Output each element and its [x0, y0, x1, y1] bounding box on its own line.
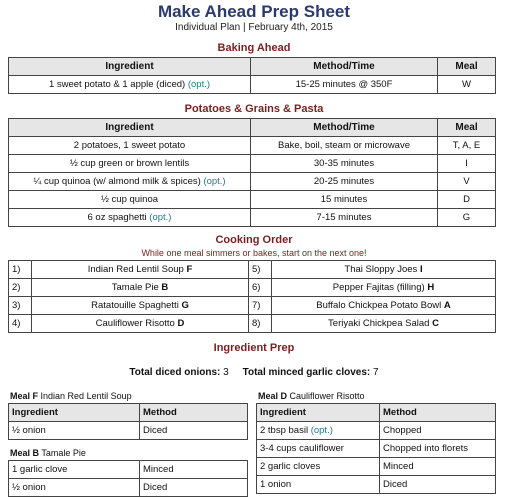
garlic-value: 7 [373, 367, 379, 378]
order-number: 1) [9, 261, 32, 279]
meal-code: D [177, 318, 185, 329]
meal-f-heading [10, 391, 132, 401]
meal-code: B [161, 282, 169, 293]
table-row [257, 476, 496, 494]
optional-tag: (opt.) [310, 425, 333, 436]
meal-code: A [443, 300, 451, 311]
page-title: Make Ahead Prep Sheet [157, 2, 351, 21]
onions-value: 3 [223, 367, 229, 378]
table-header-row [9, 119, 496, 137]
table-row [9, 479, 248, 497]
order-meal [272, 261, 496, 279]
meal-f-table [8, 403, 248, 440]
col-method: Method [380, 404, 496, 422]
order-number: 2) [9, 279, 32, 297]
method-cell: Bake, boil, steam or microwave [251, 137, 438, 155]
page-subtitle: Individual Plan | February 4th, 2015 [175, 22, 333, 33]
meal-cell: W [438, 76, 496, 94]
table-header-row [257, 404, 496, 422]
meal-code: H [427, 282, 435, 293]
table-row [9, 191, 496, 209]
table-row [9, 137, 496, 155]
meal-cell: V [438, 173, 496, 191]
col-method: Method [140, 404, 248, 422]
method-cell: Chopped [380, 422, 496, 440]
method-cell: Diced [140, 479, 248, 497]
order-meal [32, 297, 249, 315]
order-meal [32, 315, 249, 333]
baking-table [8, 57, 496, 94]
order-number: 6) [249, 279, 272, 297]
meal-cell: T, A, E [438, 137, 496, 155]
meal-name: Tamale Pie [111, 282, 159, 293]
meal-code: C [432, 318, 439, 329]
table-row [9, 209, 496, 227]
baking-heading: Baking Ahead [217, 42, 291, 54]
ingredient-text: 2 tbsp basil [260, 425, 309, 436]
method-cell: 7-15 minutes [251, 209, 438, 227]
meal-d-heading [258, 391, 365, 401]
ingredient-cell: ½ onion [9, 422, 140, 440]
col-ingredient: Ingredient [9, 119, 251, 137]
order-meal [272, 279, 496, 297]
meal-cell: G [438, 209, 496, 227]
optional-tag: (opt.) [187, 79, 211, 90]
method-cell: Minced [140, 461, 248, 479]
table-header-row [9, 58, 496, 76]
meal-name: Teriyaki Chickpea Salad [328, 318, 430, 329]
meal-b-table [8, 460, 248, 497]
ingredient-cell: ½ cup green or brown lentils [9, 155, 251, 173]
order-meal [32, 279, 249, 297]
order-meal [272, 297, 496, 315]
order-number: 5) [249, 261, 272, 279]
meal-name: Thai Sloppy Joes [344, 264, 418, 275]
col-ingredient: Ingredient [9, 404, 140, 422]
meal-d-table [256, 403, 496, 494]
table-row [9, 279, 496, 297]
optional-tag: (opt.) [203, 176, 226, 187]
col-method: Method/Time [251, 58, 438, 76]
meal-name: Tamale Pie [41, 448, 86, 458]
meal-code: Meal D [258, 391, 288, 401]
meal-name: Cauliflower Risotto [95, 318, 175, 329]
method-cell: 30-35 minutes [251, 155, 438, 173]
ingredient-cell [9, 173, 251, 191]
meal-code: F [186, 264, 193, 275]
method-cell: 15-25 minutes @ 350F [251, 76, 438, 94]
ingredient-cell: ½ onion [9, 479, 140, 497]
meal-name: Indian Red Lentil Soup [40, 391, 132, 401]
ingredient-text: 1 sweet potato & 1 apple (diced) [48, 79, 186, 90]
table-row [9, 261, 496, 279]
col-meal: Meal [438, 58, 496, 76]
cooking-order-table [8, 260, 496, 333]
order-number: 8) [249, 315, 272, 333]
meal-b-heading [10, 448, 86, 458]
col-method: Method/Time [251, 119, 438, 137]
potatoes-heading: Potatoes & Grains & Pasta [184, 103, 324, 115]
meal-name: Ratatouille Spaghetti [91, 300, 179, 311]
col-meal: Meal [438, 119, 496, 137]
meal-cell: D [438, 191, 496, 209]
ingredient-text: 6 oz spaghetti [87, 212, 147, 223]
table-row [9, 76, 496, 94]
order-meal [272, 315, 496, 333]
table-row [9, 155, 496, 173]
meal-code: Meal B [10, 448, 40, 458]
method-cell: 20-25 minutes [251, 173, 438, 191]
meal-cell: I [438, 155, 496, 173]
table-row [9, 422, 248, 440]
ingredient-cell [9, 76, 251, 94]
potatoes-table [8, 118, 496, 227]
meal-code: G [181, 300, 189, 311]
ingredient-cell: 1 garlic clove [9, 461, 140, 479]
meal-name: Pepper Fajitas (filling) [332, 282, 425, 293]
prep-heading: Ingredient Prep [213, 342, 295, 354]
ingredient-text: ¼ cup quinoa (w/ almond milk & spices) [33, 176, 201, 187]
cooking-note: While one meal simmers or bakes, start on the next one! [141, 248, 367, 258]
order-number: 3) [9, 297, 32, 315]
optional-tag: (opt.) [149, 212, 172, 223]
col-ingredient: Ingredient [257, 404, 380, 422]
ingredient-cell [257, 422, 380, 440]
meal-name: Cauliflower Risotto [289, 391, 365, 401]
table-row [9, 315, 496, 333]
meal-name: Buffalo Chickpea Potato Bowl [316, 300, 442, 311]
table-row [257, 422, 496, 440]
order-number: 4) [9, 315, 32, 333]
ingredient-cell [9, 209, 251, 227]
meal-code: I [419, 264, 423, 275]
col-ingredient: Ingredient [9, 58, 251, 76]
cooking-heading: Cooking Order [215, 234, 293, 246]
method-cell: Diced [380, 476, 496, 494]
table-row [257, 458, 496, 476]
order-number: 7) [249, 297, 272, 315]
ingredient-cell: 1 onion [257, 476, 380, 494]
method-cell: Diced [140, 422, 248, 440]
table-row [9, 173, 496, 191]
ingredient-cell: 3-4 cups cauliflower [257, 440, 380, 458]
meal-name: Indian Red Lentil Soup [87, 264, 184, 275]
method-cell: 15 minutes [251, 191, 438, 209]
method-cell: Minced [380, 458, 496, 476]
table-row [9, 461, 248, 479]
ingredient-cell: ½ cup quinoa [9, 191, 251, 209]
garlic-label: Total minced garlic cloves: [242, 367, 371, 378]
table-row [9, 297, 496, 315]
method-cell: Chopped into florets [380, 440, 496, 458]
table-row [257, 440, 496, 458]
meal-code: Meal F [10, 391, 39, 401]
table-header-row [9, 404, 248, 422]
order-meal [32, 261, 249, 279]
ingredient-cell: 2 potatoes, 1 sweet potato [9, 137, 251, 155]
ingredient-cell: 2 garlic cloves [257, 458, 380, 476]
onions-label: Total diced onions: [129, 367, 221, 378]
prep-summary [0, 367, 508, 378]
